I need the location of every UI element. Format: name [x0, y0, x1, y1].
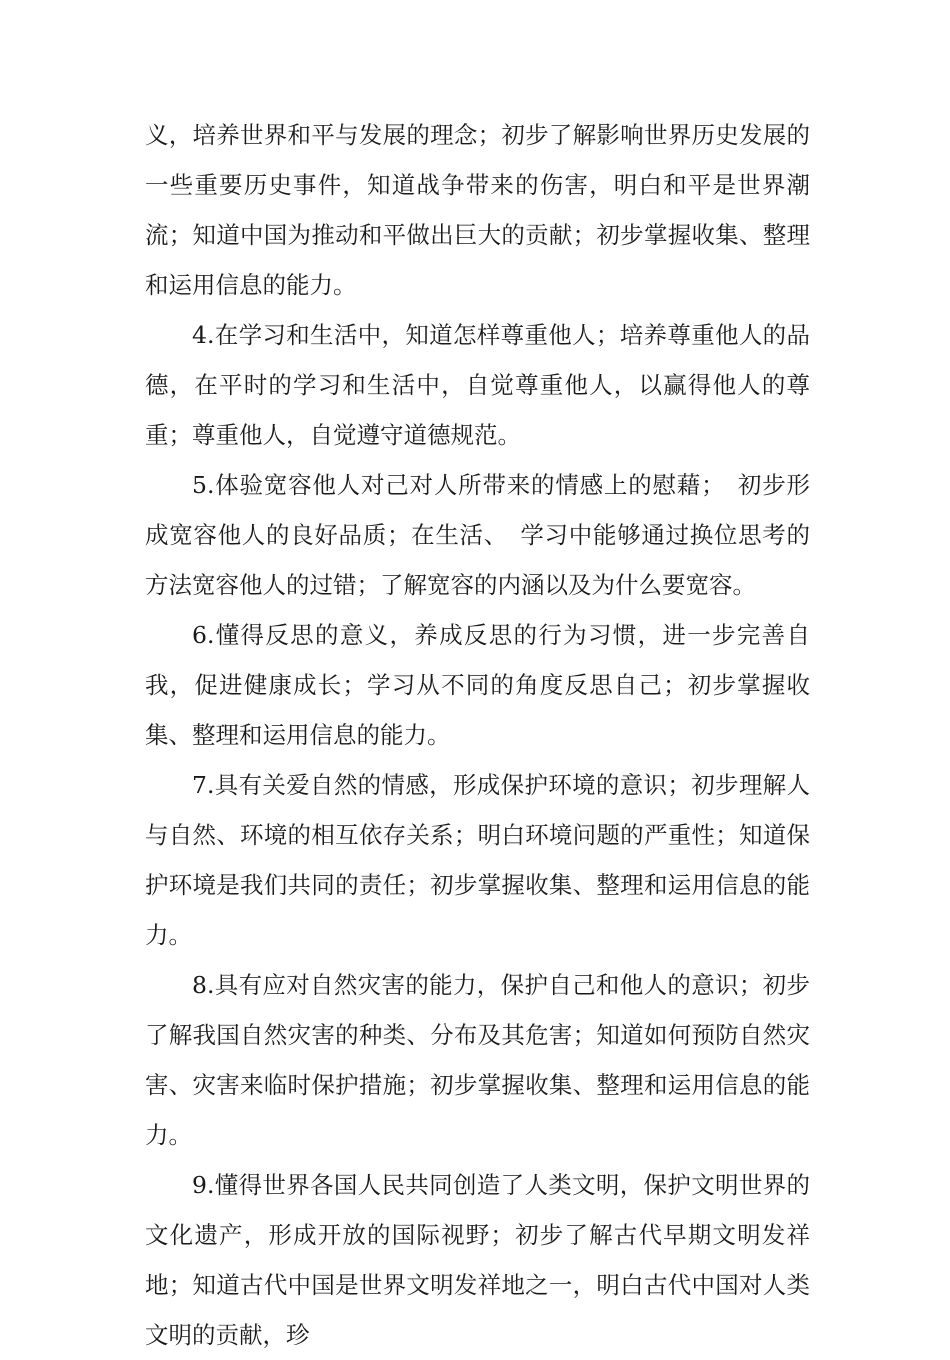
paragraph-item-7: 7.具有关爱自然的情感，形成保护环境的意识；初步理解人与自然、环境的相互依存关系；明白环境问题的严重性；知道保护环境是我们共同的责任；初步掌握收集、整理和运用信息的能力。: [145, 771, 810, 949]
paragraph-continuation: 义，培养世界和平与发展的理念；初步了解影响世界历史发展的一些重要历史事件，知道战争带来的伤害，明白和平是世界潮流；知道中国为推动和平做出巨大的贡献；初步掌握收集、整理和运用信息的能力。: [145, 121, 810, 299]
paragraph-item-5: 5.体验宽容他人对己对人所带来的情感上的慰藉； 初步形成宽容他人的良好品质；在生活、 学习中能够通过换位思考的方法宽容他人的过错；了解宽容的内涵以及为什么要宽容。: [145, 471, 810, 599]
document-page: [145, 110, 810, 1360]
paragraph-item-6: 6.懂得反思的意义，养成反思的行为习惯，进一步完善自我，促进健康成长；学习从不同的角度反思自己；初步掌握收集、整理和运用信息的能力。: [145, 621, 810, 749]
paragraph-item-9: 9.懂得世界各国人民共同创造了人类文明，保护文明世界的文化遗产，形成开放的国际视野；初步了解古代早期文明发祥地；知道古代中国是世界文明发祥地之一，明白古代中国对人类文明的贡献，珍: [145, 1171, 810, 1349]
paragraph-item-8: 8.具有应对自然灾害的能力，保护自己和他人的意识；初步了解我国自然灾害的种类、分布及其危害；知道如何预防自然灾害、灾害来临时保护措施；初步掌握收集、整理和运用信息的能力。: [145, 971, 810, 1149]
paragraph-item-4: 4.在学习和生活中，知道怎样尊重他人；培养尊重他人的品德，在平时的学习和生活中，自觉尊重他人，以赢得他人的尊重；尊重他人，自觉遵守道德规范。: [145, 321, 810, 449]
